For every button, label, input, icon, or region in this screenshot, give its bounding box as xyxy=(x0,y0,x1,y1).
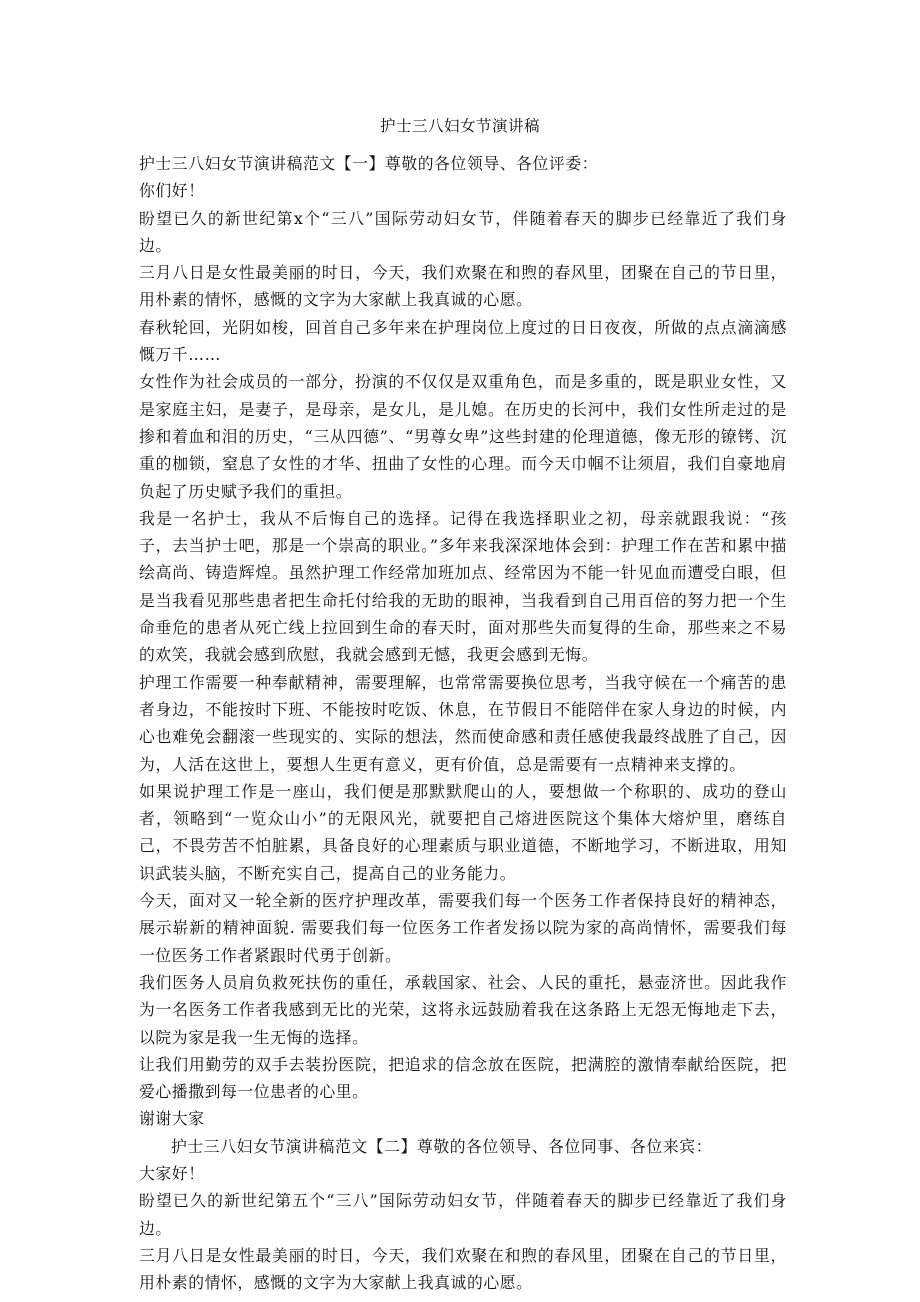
paragraph: 盼望已久的新世纪第x个“三八”国际劳动妇女节，伴随着春天的脚步已经靠近了我们身边。 xyxy=(139,208,787,255)
paragraph-closing-1: 谢谢大家 xyxy=(139,1109,205,1129)
paragraph-intro-1: 护士三八妇女节演讲稿范文【一】尊敬的各位领导、各位评委： xyxy=(139,154,599,173)
paragraph: 如果说护理工作是一座山，我们便是那默默爬山的人，要想做一个称职的、成功的登山者，领略到“一览众山小”的无限风光，就要把自己熔进医院这个集体大熔炉里，磨练自己，不畏劳苦不怕脏累，具备良好的心理素质与职业道德，不断地学习，不断进取，用知识武装头脑，不断充实自己，提高自己的业务能力。 xyxy=(139,781,787,883)
document-body xyxy=(139,150,787,1296)
paragraph: 我是一名护士，我从不后悔自己的选择。记得在我选择职业之初，母亲就跟我说：“孩子，去当护士吧，那是一个崇高的职业。”多年来我深深地体会到：护理工作在苦和累中描绘高尚、铸造辉煌。虽然护理工作经常加班加点、经常因为不能一针见血而遭受白眼，但是当我看见那些患者把生命托付给我的无助的眼神，当我看到自己用百倍的努力把一个生命垂危的患者从死亡线上拉回到生命的春天时，面对那些失而复得的生命，那些来之不易的欢笑，我就会感到欣慰，我就会感到无憾，我更会感到无悔。 xyxy=(139,508,787,665)
paragraph: 女性作为社会成员的一部分，扮演的不仅仅是双重角色，而是多重的，既是职业女性，又是家庭主妇，是妻子，是母亲，是女儿，是儿媳。在历史的长河中，我们女性所走过的是掺和着血和泪的历史，“三从四德”、“男尊女卑”这些封建的伦理道德，像无形的镣铐、沉重的枷锁，窒息了女性的才华、扭曲了女性的心理。而今天巾帼不让须眉，我们自豪地肩负起了历史赋予我们的重担。 xyxy=(139,372,787,501)
paragraph: 今天，面对又一轮全新的医疗护理改革，需要我们每一个医务工作者保持良好的精神态，展示崭新的精神面貌. 需要我们每一位医务工作者发扬以院为家的高尚情怀，需要我们每一位医务工作者紧跟时代勇于创新。 xyxy=(139,891,787,965)
paragraph: 我们医务人员肩负救死扶伤的重任，承载国家、社会、人民的重托，悬壶济世。因此我作为一名医务工作者我感到无比的光荣，这将永远鼓励着我在这条路上无怨无悔地走下去，以院为家是我一生无悔的选择。 xyxy=(139,972,787,1047)
paragraph: 三月八日是女性最美丽的时日，今天，我们欢聚在和煦的春风里，团聚在自己的节日里，用朴素的情怀，感慨的文字为大家献上我真诚的心愿。 xyxy=(139,1245,787,1293)
paragraph: 三月八日是女性最美丽的时日，今天，我们欢聚在和煦的春风里，团聚在自己的节日里，用朴素的情怀，感慨的文字为大家献上我真诚的心愿。 xyxy=(139,263,787,310)
paragraph: 盼望已久的新世纪第五个“三八”国际劳动妇女节，伴随着春天的脚步已经靠近了我们身边。 xyxy=(139,1191,787,1238)
paragraph-greeting-1: 你们好！ xyxy=(139,181,205,201)
paragraph-intro-2: 护士三八妇女节演讲稿范文【二】尊敬的各位领导、各位同事、各位来宾： xyxy=(171,1136,713,1156)
paragraph: 让我们用勤劳的双手去装扮医院，把追求的信念放在医院，把满腔的激情奉献给医院，把爱心播撒到每一位患者的心里。 xyxy=(139,1054,787,1102)
paragraph: 春秋轮回，光阴如梭，回首自己多年来在护理岗位上度过的日日夜夜，所做的点点滴滴感慨万千…… xyxy=(139,317,787,365)
paragraph: 护理工作需要一种奉献精神，需要理解，也常常需要换位思考，当我守候在一个痛苦的患者身边，不能按时下班、不能按时吃饭、休息，在节假日不能陪伴在家人身边的时候，内心也难免会翻滚一些现实的、实际的想法，然而使命感和责任感使我最终战胜了自己，因为，人活在这世上，要想人生更有意义，更有价值，总是需要有一点精神来支撑的。 xyxy=(139,672,787,774)
document-title: 护士三八妇女节演讲稿 xyxy=(379,117,540,135)
paragraph-greeting-2: 大家好！ xyxy=(139,1163,205,1183)
